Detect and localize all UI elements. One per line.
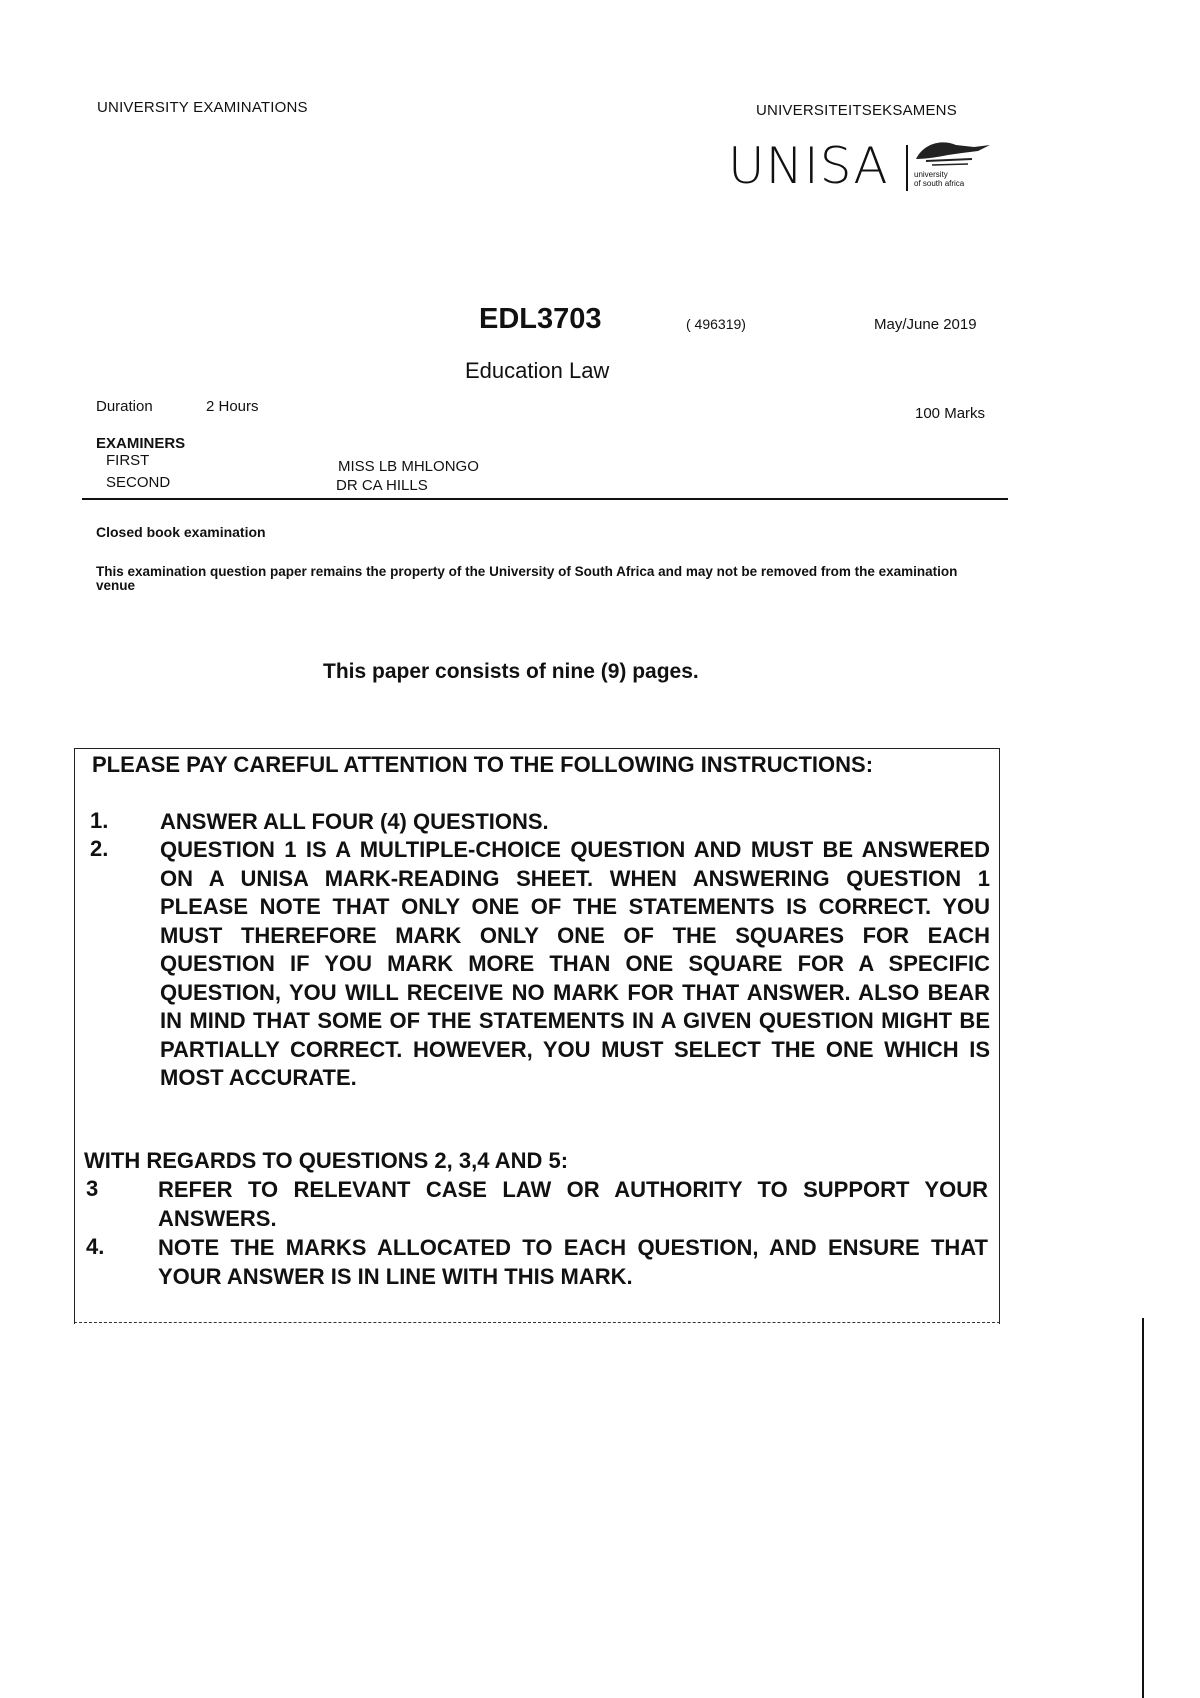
logo-tagline-1: university	[914, 170, 948, 179]
exam-date: May/June 2019	[874, 316, 977, 333]
closed-book-note: Closed book examination	[96, 524, 266, 540]
instruction-1-number: 1.	[90, 808, 109, 833]
property-note: This examination question paper remains the property of the University of South Africa and may not be removed from the examination venue	[96, 564, 958, 593]
logo-name: UNISA	[728, 137, 889, 195]
examiners-heading: EXAMINERS	[96, 435, 186, 452]
first-examiner-label: FIRST	[106, 452, 150, 469]
bird-emblem-icon	[912, 137, 992, 169]
header-divider	[82, 498, 1008, 500]
instruction-2-text: QUESTION 1 IS A MULTIPLE-CHOICE QUESTION AND MUST BE ANSWERED ON A UNISA MARK-READING SHEET. WHEN ANSWERING QUESTION 1 PLEASE NOTE THAT ONLY ONE OF THE STATEMENTS IS CORRECT. YOU MUST THEREFORE MARK ONLY ONE OF THE SQUARES FOR EACH QUESTION IF YOU MARK MORE THAN ONE SQUARE FOR A SPECIFIC QUESTION, YOU WILL RECEIVE NO MARK FOR THAT ANSWER. ALSO BEAR IN MIND THAT SOME OF THE STATEMENTS IN A GIVEN QUESTION MIGHT BE PARTIALLY CORRECT. HOWEVER, YOU MUST SELECT THE ONE WHICH IS MOST ACCURATE.	[160, 837, 990, 1090]
instructions-heading: PLEASE PAY CAREFUL ATTENTION TO THE FOLLOWING INSTRUCTIONS:	[92, 752, 874, 777]
duration-value: 2 Hours	[206, 398, 259, 415]
pages-note: This paper consists of nine (9) pages.	[323, 660, 699, 683]
logo-tagline-2: of south africa	[914, 179, 965, 188]
second-examiner-label: SECOND	[106, 474, 171, 491]
exam-code: EDL3703	[479, 303, 602, 335]
instruction-3-text: REFER TO RELEVANT CASE LAW OR AUTHORITY TO SUPPORT YOUR ANSWERS.	[158, 1177, 988, 1231]
instructions-subheading: WITH REGARDS TO QUESTIONS 2, 3,4 AND 5:	[84, 1148, 569, 1173]
instruction-4-number: 4.	[86, 1234, 105, 1259]
instruction-3-number: 3	[86, 1176, 99, 1201]
exam-title: Education Law	[465, 358, 610, 383]
exam-number: ( 496319)	[686, 316, 746, 332]
header-right: UNIVERSITEITSEKSAMENS	[756, 102, 957, 119]
scan-edge-line	[1142, 1318, 1144, 1698]
instruction-1-text: ANSWER ALL FOUR (4) QUESTIONS.	[160, 809, 549, 834]
unisa-logo	[728, 137, 998, 197]
second-examiner-name: DR CA HILLS	[336, 477, 428, 494]
total-marks: 100 Marks	[915, 405, 986, 422]
logo-divider	[906, 145, 908, 191]
duration-label: Duration	[96, 398, 153, 415]
header-left: UNIVERSITY EXAMINATIONS	[97, 99, 308, 116]
instruction-4-text: NOTE THE MARKS ALLOCATED TO EACH QUESTION, AND ENSURE THAT YOUR ANSWER IS IN LINE WITH THIS MARK.	[158, 1235, 988, 1289]
first-examiner-name: MISS LB MHLONGO	[338, 458, 479, 475]
instruction-2-number: 2.	[90, 836, 109, 861]
instructions-box-bottom	[74, 1322, 1000, 1323]
